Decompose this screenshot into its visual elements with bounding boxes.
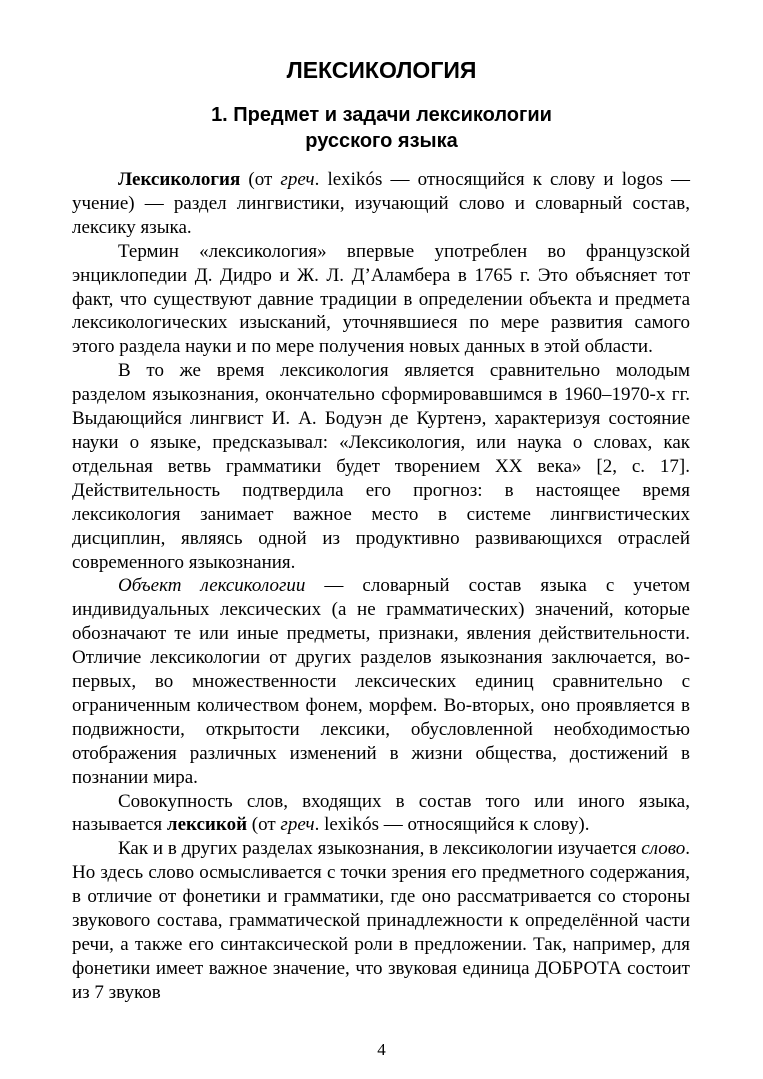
paragraph-5-text-c: . lexikós — относящийся к слову). xyxy=(314,814,590,836)
paragraph-3: В то же время лексикология является сравнительно молодым разделом языкознания, окончательно сформировавшимся в 1960–1970-х гг. Выдающийся лингвист И. А. Бодуэн де Куртенэ, характеризуя состояние науки о языке, предсказывал: «Лексикология, или наука о словах, как отдельная ветвь грамматики будет творением XX века» [2, с. 17]. Действительность подтвердила его прогноз: в настоящее время лексикология занимает важное место в системе лингвистических дисциплин, являясь одной из продуктивно развивающихся отраслей современного языкознания. xyxy=(72,360,690,573)
term-lexicology: Лексикология xyxy=(118,169,241,190)
paragraph-1 xyxy=(72,168,690,240)
paragraph-6-text-a: Как и в других разделах языкознания, в лексикологии изучается xyxy=(118,838,642,860)
paragraph-4 xyxy=(72,574,690,789)
paragraph-1-text-b: . lexikós — относящийся к слову и logos — учение) — раздел лингвистики, изучающий слово и словарный состав, лексику языка. xyxy=(72,169,690,238)
paragraph-1-text-a: (от xyxy=(240,169,281,190)
page-number: 4 xyxy=(377,1040,386,1059)
paragraph-6-text-b: . Но здесь слово осмысливается с точки зрения его предметного содержания, в отличие от фонетики и грамматики, где оно рассматривается со стороны звукового состава, грамматической принадлежности к определённой части речи, а также его синтаксической роли в предложении. Так, например, для фонетики имеет важное значение, что звуковая единица ДОБРОТА состоит из 7 звуков xyxy=(72,838,690,1003)
page-title: ЛЕКСИКОЛОГИЯ xyxy=(286,57,477,83)
paragraph-4-text: — словарный состав языка с учетом индивидуальных лексических (а не грамматических) значений, которые обозначают те или иные предметы, признаки, явления действительности. Отличие лексикологии от других разделов языкознания заключается, во-первых, во множественности лексических единиц сравнительно с ограниченным количеством фонем, морфем. Во-вторых, оно проявляется в подвижности, открытости лексики, обусловленной необходимостью отображения различных изменений в жизни общества, достижений в познании мира. xyxy=(72,575,690,788)
paragraph-6 xyxy=(72,837,690,1004)
paragraph-2: Термин «лексикология» впервые употреблен во французской энциклопедии Д. Дидро и Ж. Л. Д’Аламбера в 1765 г. Это объясняет тот факт, что существуют давние традиции в определении объекта и предмета лексикологических изысканий, уточнявшиеся по мере развития самого этого раздела науки и по мере получения новых данных в этой области. xyxy=(72,240,690,358)
body-text xyxy=(72,168,690,1005)
greek-abbreviation: греч xyxy=(280,814,315,836)
term-word: слово xyxy=(641,838,686,860)
section-title-line-1: 1. Предмет и задачи лексикологии xyxy=(211,104,552,126)
greek-abbreviation: греч xyxy=(280,169,315,190)
term-lexicology-object: Объект лексикологии xyxy=(118,575,306,597)
paragraph-5 xyxy=(72,790,690,838)
term-lexicon: лексикой xyxy=(166,814,248,836)
section-title xyxy=(0,102,763,154)
paragraph-5-text-b: (от xyxy=(247,814,281,836)
section-title-line-2: русского языка xyxy=(305,130,458,152)
paragraph-5-text-a: Совокупность слов, входящих в состав того или иного языка, называется xyxy=(72,790,690,836)
